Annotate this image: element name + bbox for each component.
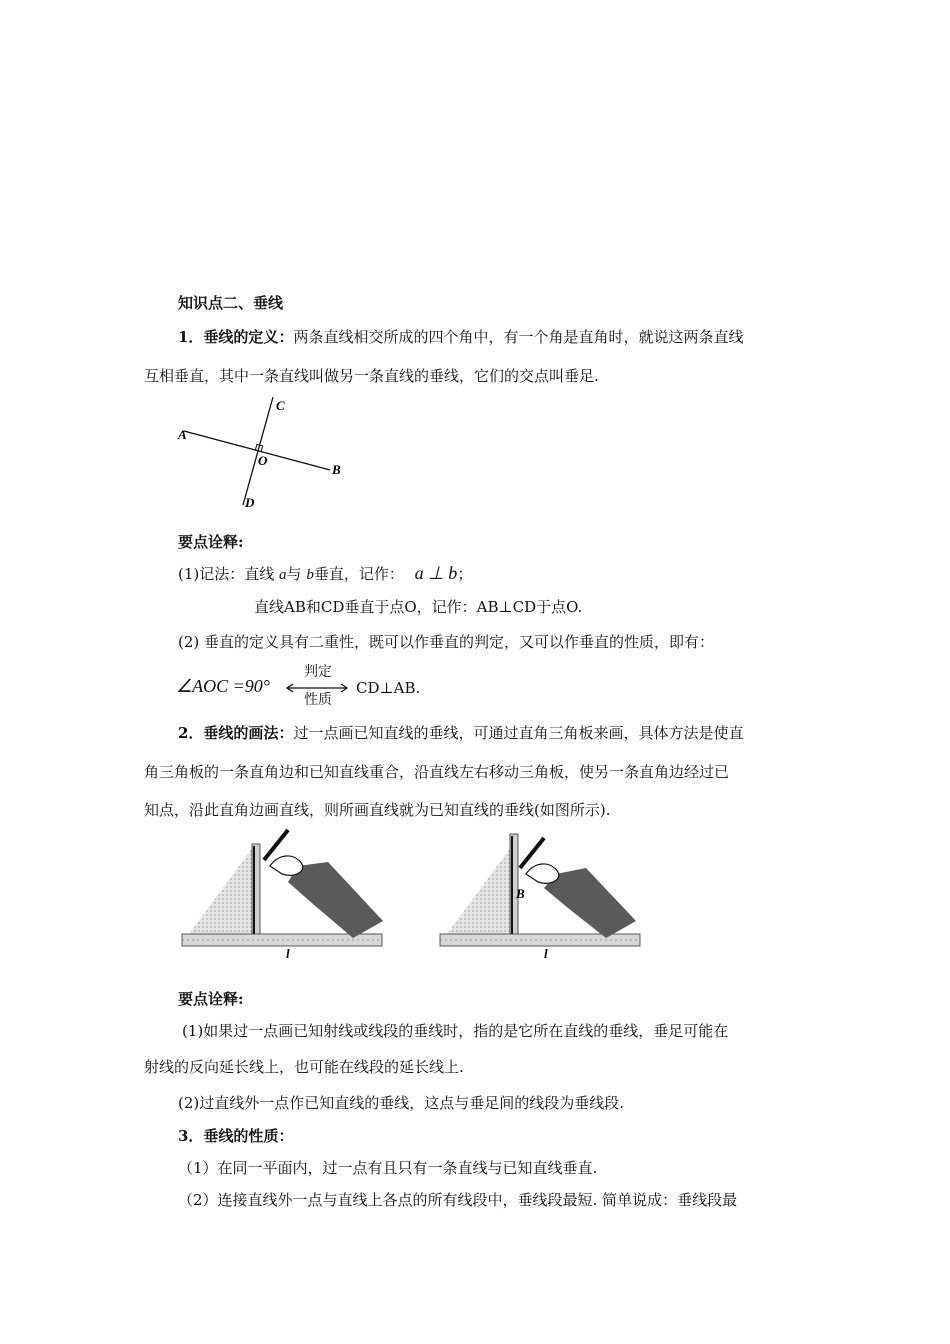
point-label-b: B bbox=[516, 886, 525, 901]
formula-top-label: 判定 bbox=[304, 664, 332, 680]
notation-suffix: 垂直，记作： bbox=[313, 565, 404, 583]
definition-line-2: 互相垂直，其中一条直线叫做另一条直线的垂线，它们的交点叫垂足. bbox=[144, 367, 599, 385]
perpendicular-formula: a ⊥ b bbox=[414, 563, 458, 583]
notation-mid: 与 bbox=[286, 565, 302, 583]
notation-prefix: (1)记法：直线 bbox=[178, 565, 275, 583]
drawing-method-text-1: 过一点画已知直线的垂线，可通过直角三角板来画，具体方法是使直 bbox=[293, 724, 744, 742]
notes-2-item-1-line-1: (1)如果过一点画已知射线或线段的垂线时，指的是它所在直线的垂线，垂足可能在 bbox=[182, 1022, 729, 1040]
definition-heading: 1．垂线的定义： bbox=[178, 328, 294, 346]
properties-heading: 3．垂线的性质： bbox=[178, 1127, 294, 1145]
label-b: B bbox=[332, 462, 341, 477]
notes-2-item-1-line-2: 射线的反向延长线上，也可能在线段的延长线上. bbox=[144, 1058, 464, 1076]
properties-item-2: （2）连接直线外一点与直线上各点的所有线段中，垂线段最短. 简单说成：垂线段最 bbox=[178, 1191, 738, 1209]
notes-2-item-2: (2)过直线外一点作已知直线的垂线，这点与垂足间的线段为垂线段. bbox=[178, 1094, 625, 1112]
definition-line-1 bbox=[178, 327, 743, 347]
formula-right: CD⊥AB. bbox=[356, 679, 421, 697]
perpendicular-lines-figure bbox=[170, 392, 360, 517]
drawing-method-line-1 bbox=[178, 723, 743, 743]
drawing-method-line-2: 角三角板的一条直角边和已知直线重合，沿直线左右移动三角板，使另一条直角边经过已 bbox=[144, 763, 730, 781]
notation-end: ； bbox=[457, 565, 473, 583]
label-c: C bbox=[276, 398, 285, 413]
line-label-left: l bbox=[286, 946, 290, 960]
symbol-a: a bbox=[279, 567, 287, 583]
drawing-method-heading: 2．垂线的画法： bbox=[178, 724, 294, 742]
line-label-right: l bbox=[544, 946, 548, 960]
notes-1-item-1 bbox=[178, 563, 472, 585]
notes-1-item-2: (2) 垂直的定义具有二重性，既可以作垂直的判定，又可以作垂直的性质，即有： bbox=[178, 633, 715, 651]
notes-2-title: 要点诠释: bbox=[178, 990, 244, 1008]
label-d: D bbox=[245, 495, 255, 510]
label-o: O bbox=[258, 453, 268, 468]
notes-1-title: 要点诠释: bbox=[178, 533, 244, 551]
properties-item-1: （1）在同一平面内，过一点有且只有一条直线与已知直线垂直. bbox=[178, 1159, 598, 1177]
formula-bottom-label: 性质 bbox=[304, 692, 332, 708]
notes-1-item-1-line-2: 直线AB和CD垂直于点O，记作：AB⊥CD于点O. bbox=[254, 598, 583, 616]
section-title: 知识点二、垂线 bbox=[178, 294, 284, 312]
label-a: A bbox=[178, 427, 187, 442]
definition-text-1: 两条直线相交所成的四个角中，有一个角是直角时，就说这两条直线 bbox=[293, 328, 744, 346]
symbol-b: b bbox=[306, 567, 314, 583]
drawing-method-line-3: 知点，沿此直角边画直线，则所画直线就为已知直线的垂线(如图所示). bbox=[144, 801, 611, 819]
drawing-illustration-left bbox=[178, 826, 388, 960]
drawing-illustration-right bbox=[436, 826, 646, 960]
formula-left: ∠AOC =90° bbox=[176, 676, 270, 696]
